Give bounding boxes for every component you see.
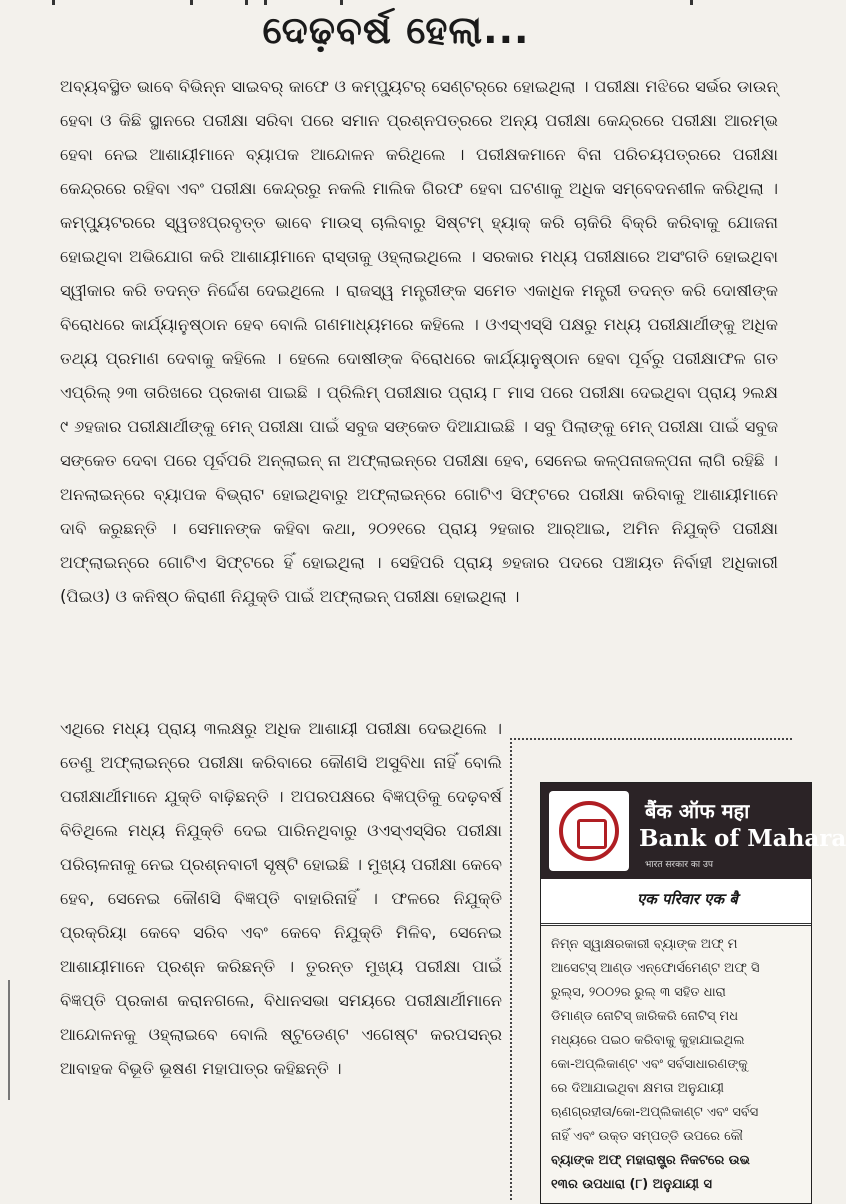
ad-text-line: ଆସେଟ୍ସ୍ ଆଣ୍ଡ ଏନ୍‌ଫୋର୍ସମେଣ୍ଟ ଅଫ୍ ସି xyxy=(551,961,760,976)
bank-logo-emblem-icon xyxy=(559,801,619,861)
article-body-full-width xyxy=(60,70,778,614)
ad-text-line: ବ୍ୟାଙ୍କ ଅଫ୍ ମହାରାଷ୍ଟ୍ର ନିକଟରେ ଉଭ xyxy=(551,1153,750,1168)
article-paragraph-continued: ଏଥିରେ ମଧ୍ୟ ପ୍ରାୟ ୩ଲକ୍ଷରୁ ଅଧିକ ଆଶାୟୀ ପରୀକ୍ଷା ଦେଇଥିଲେ । ତେଣୁ ଅଫ୍‌ଲାଇନ୍‌ରେ ପରୀକ୍ଷା କରିବାରେ କୌଣସି ଅସୁବିଧା ନାହିଁ ବୋଲି ପରୀକ୍ଷାର୍ଥୀମାନେ ଯୁକ୍ତି ବାଢ଼ିଛନ୍ତି । ଅପରପକ୍ଷରେ ବିଜ୍ଞପ୍ତିକୁ ଦେଢ଼ବର୍ଷ ବିତିଥିଲେ ମଧ୍ୟ ନିଯୁକ୍ତି ଦେଇ ପାରିନଥିବାରୁ ଓଏସ୍‌ଏସ୍‌ସିର ପରୀକ୍ଷା ପରିଚାଳନାକୁ ନେଇ ପ୍ରଶ୍ନବାଚୀ ସୃଷ୍ଟି ହୋଇଛି । ମୁଖ୍ୟ ପରୀକ୍ଷା କେବେ ହେବ, ସେନେଇ କୌଣସି ବିଜ୍ଞପ୍ତି ବାହାରିନାହିଁ । ଫଳରେ ନିଯୁକ୍ତି ପ୍ରକ୍ରିୟା କେବେ ସରିବ ଏବଂ କେବେ ନିଯୁକ୍ତି ମିଳିବ, ସେନେଇ ଆଶାୟୀମାନେ ପ୍ରଶ୍ନ କରିଛନ୍ତି । ତୁରନ୍ତ ମୁଖ୍ୟ ପରୀକ୍ଷା ପାଇଁ ବିଜ୍ଞପ୍ତି ପ୍ରକାଶ କରାନଗଲେ, ବିଧାନସଭା ସମୟରେ ପରୀକ୍ଷାର୍ଥୀମାନେ ଆନ୍ଦୋଳନକୁ ଓହ୍ଲାଇବେ ବୋଲି ଷ୍ଟୁଡେଣ୍ଟ ଏଗେଷ୍ଟ କରପସନ୍‌ର ଆବାହକ ବିଭୂତି ଭୂଷଣ ମହାପାତ୍ର କହିଛନ୍ତି । xyxy=(60,719,502,1078)
ad-text-line: ମଧ୍ୟରେ ପଇଠ କରିବାକୁ କୁହାଯାଇଥିଲ xyxy=(551,1033,745,1048)
ad-text-line: ୧୩ର ଉପଧାରା (୮) ଅନୁଯାୟୀ ସ xyxy=(551,1177,712,1192)
bank-name-english: Bank of Mahara xyxy=(639,825,846,852)
ad-notice-text xyxy=(551,933,821,1197)
ad-text-line: ରେ ଦିଆଯାଇଥିବା କ୍ଷମତା ଅନୁଯାୟୀ xyxy=(551,1081,724,1096)
bank-advertisement xyxy=(510,738,846,1200)
ad-text-line: ନାହିଁ ଏବଂ ଉକ୍ତ ସମ୍ପତ୍ତି ଉପରେ କୌ xyxy=(551,1129,743,1144)
bank-banner xyxy=(541,783,846,879)
advertisement-box xyxy=(540,782,846,1204)
article-headline: ଦେଢ଼ବର୍ଷ ହେଲା... xyxy=(262,8,530,52)
ad-text-line: ଋଣଗ୍ରହୀତା/କୋ-ଅପ୍ଲିକାଣ୍ଟ ଏବଂ ସର୍ବସ xyxy=(551,1105,759,1120)
bank-sub-line: भारत सरकार का उप xyxy=(645,860,714,870)
bank-name-hindi: बैंक ऑफ महा xyxy=(645,799,750,823)
ad-text-line: ଡିମାଣ୍ଡ ନୋଟିସ୍ ଜାରିକରି ନୋଟିସ୍ ମଧ xyxy=(551,1009,738,1024)
column-rule xyxy=(8,980,10,1100)
tagline-bar xyxy=(541,879,811,926)
bank-tagline: एक परिवार एक बै xyxy=(637,890,738,908)
article-body-column xyxy=(60,712,502,1086)
top-edge-marks xyxy=(40,0,752,8)
bank-logo xyxy=(549,791,629,871)
ad-text-line: ନିମ୍ନ ସ୍ୱାକ୍ଷରକାରୀ ବ୍ୟାଙ୍କ ଅଫ୍ ମ xyxy=(551,937,738,952)
ad-text-line: କୋ-ଅପ୍ଲିକାଣ୍ଟ ଏବଂ ସର୍ବସାଧାରଣଙ୍କୁ xyxy=(551,1057,748,1072)
article-paragraph: ଅବ୍ୟବସ୍ଥିତ ଭାବେ ବିଭିନ୍ନ ସାଇବର୍ କାଫେ ଓ କମ୍ପ୍ୟୁଟର୍ ସେଣ୍ଟର୍‌ରେ ହୋଇଥିଲା । ପରୀକ୍ଷା ମଝିରେ ସର୍ଭର ଡାଉନ୍ ହେବା ଓ କିଛି ସ୍ଥାନରେ ପରୀକ୍ଷା ସରିବା ପରେ ସମାନ ପ୍ରଶ୍ନପତ୍ରରେ ଅନ୍ୟ ପରୀକ୍ଷା କେନ୍ଦ୍ରରେ ପରୀକ୍ଷା ଆରମ୍ଭ ହେବା ନେଇ ଆଶାୟୀମାନେ ବ୍ୟାପକ ଆନ୍ଦୋଳନ କରିଥିଲେ । ପରୀକ୍ଷକମାନେ ବିନା ପରିଚୟପତ୍ରରେ ପରୀକ୍ଷା କେନ୍ଦ୍ରରେ ରହିବା ଏବଂ ପରୀକ୍ଷା କେନ୍ଦ୍ରରୁ ନକଲି ମାଲିକ ଗିରଫ ହେବା ଘଟଣାକୁ ଅଧିକ ସମ୍ବେଦନଶୀଳ କରିଥିଲା । କମ୍ପ୍ୟୁଟରରେ ସ୍ୱତଃପ୍ରବୃତ୍ତ ଭାବେ ମାଉସ୍ ଚାଲିବାରୁ ସିଷ୍ଟମ୍ ହ୍ୟାକ୍ କରି ଚାକିରି ବିକ୍ରି କରିବାକୁ ଯୋଜନା ହୋଇଥିବା ଅଭିଯୋଗ କରି ଆଶାୟୀମାନେ ରାସ୍ତାକୁ ଓହ୍ଲାଇଥିଲେ । ସରକାର ମଧ୍ୟ ପରୀକ୍ଷାରେ ଅସଂଗତି ହୋଇଥିବା ସ୍ୱୀକାର କରି ତଦନ୍ତ ନିର୍ଦ୍ଦେଶ ଦେଇଥିଲେ । ରାଜସ୍ୱ ମନ୍ତ୍ରୀଙ୍କ ସମେତ ଏକାଧିକ ମନ୍ତ୍ରୀ ତଦନ୍ତ କରି ଦୋଷୀଙ୍କ ବିରୋଧରେ କାର୍ଯ୍ୟାନୁଷ୍ଠାନ ହେବ ବୋଲି ଗଣମାଧ୍ୟମରେ କହିଲେ । ଓଏସ୍‌ଏସ୍‌ସି ପକ୍ଷରୁ ମଧ୍ୟ ପରୀକ୍ଷାର୍ଥୀଙ୍କୁ ଅଧିକ ତଥ୍ୟ ପ୍ରମାଣ ଦେବାକୁ କହିଲେ । ହେଲେ ଦୋଷୀଙ୍କ ବିରୋଧରେ କାର୍ଯ୍ୟାନୁଷ୍ଠାନ ହେବା ପୂର୍ବରୁ ପରୀକ୍ଷାଫଳ ଗତ ଏପ୍ରିଲ୍ ୨୩ ତାରିଖରେ ପ୍ରକାଶ ପାଇଛି । ପ୍ରିଲିମ୍ ପରୀକ୍ଷାର ପ୍ରାୟ ୮ ମାସ ପରେ ପରୀକ୍ଷା ଦେଇଥିବା ପ୍ରାୟ ୨ଲକ୍ଷ ୯ ୬ହଜାର ପରୀକ୍ଷାର୍ଥୀଙ୍କୁ ମେନ୍ ପରୀକ୍ଷା ପାଇଁ ସବୁଜ ସଙ୍କେତ ଦିଆଯାଇଛି । ସବୁ ପିଲାଙ୍କୁ ମେନ୍ ପରୀକ୍ଷା ପାଇଁ ସବୁଜ ସଙ୍କେତ ଦେବା ପରେ ପୂର୍ବପରି ଅନ୍‌ଲାଇନ୍ ନା ଅଫ୍‌ଲାଇନ୍‌ରେ ପରୀକ୍ଷା ହେବ, ସେନେଇ କଳ୍ପନାଜଳ୍ପନା ଲାଗି ରହିଛି । ଅନଲାଇନ୍‌ରେ ବ୍ୟାପକ ବିଭ୍ରାଟ ହୋଇଥିବାରୁ ଅଫ୍‌ଲାଇନ୍‌ରେ ଗୋଟିଏ ସିଫ୍ଟରେ ପରୀକ୍ଷା କରିବାକୁ ଆଶାୟୀମାନେ ଦାବି କରୁଛନ୍ତି । ସେମାନଙ୍କ କହିବା କଥା, ୨୦୨୧ରେ ପ୍ରାୟ ୨ହଜାର ଆର୍‌ଆଇ, ଅମିନ ନିଯୁକ୍ତି ପରୀକ୍ଷା ଅଫ୍‌ଲାଇନ୍‌ରେ ଗୋଟିଏ ସିଫ୍ଟରେ ହିଁ ହୋଇଥିଲା । ସେହିପରି ପ୍ରାୟ ୭ହଜାର ପଦରେ ପଞ୍ଚାୟତ ନିର୍ବାହୀ ଅଧିକାରୀ (ପିଇଓ) ଓ କନିଷ୍ଠ କିରାଣୀ ନିଯୁକ୍ତି ପାଇଁ ଅଫ୍‌ଲାଇନ୍ ପରୀକ୍ଷା ହୋଇଥିଲା । xyxy=(60,77,778,606)
ad-text-line: ରୁଲ୍ସ, ୨୦୦୨ର ରୁଲ୍ ୩ ସହିତ ଧାରା xyxy=(551,985,726,1000)
